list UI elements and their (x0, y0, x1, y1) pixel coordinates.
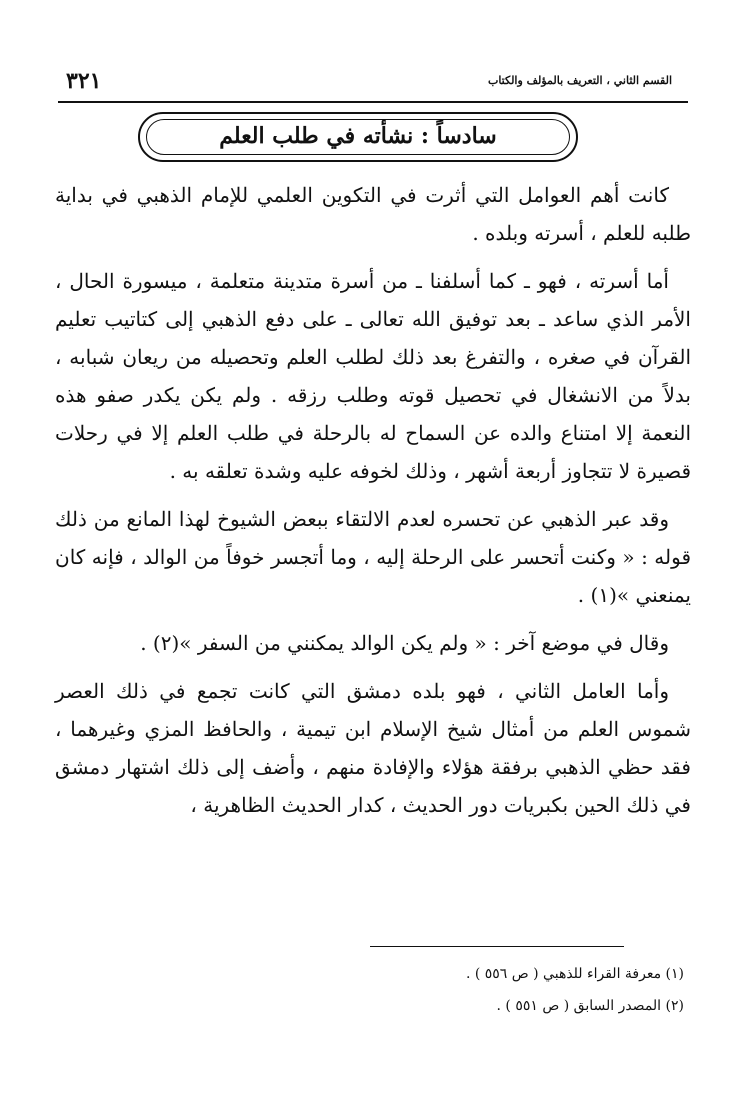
paragraph (55, 500, 691, 614)
page-number: ٣٢١ (66, 68, 102, 94)
header-rule (58, 101, 688, 103)
section-title: سادساً : نشأته في طلب العلم (219, 123, 497, 149)
body-text (55, 176, 691, 824)
paragraph (55, 262, 691, 490)
footnote-rule (370, 946, 624, 947)
paragraph-text: كانت أهم العوامل التي أثرت في التكوين العلمي للإمام الذهبي في بداية طلبه للعلم ، أسرته وبلده . (55, 183, 691, 245)
paragraph (55, 672, 691, 824)
footnote: (١) معرفة القراء للذهبي ( ص ٥٥٦ ) . (465, 966, 684, 982)
section-title-frame (138, 112, 578, 162)
page-header (62, 70, 688, 92)
paragraph-text: أما أسرته ، فهو ـ كما أسلفنا ـ من أسرة متدينة متعلمة ، ميسورة الحال ، الأمر الذي ساعد ـ بعد توفيق الله تعالى ـ على دفع الذهبي إلى كتاتيب تعليم القرآن في صغره ، والتفرغ بعد ذلك لطلب العلم وتحصيله من ريعان شبابه ، بدلاً من الانشغال في تحصيل قوته وطلب رزقه . ولم يكن يكدر صفو هذه النعمة إلا امتناع والده عن السماح له بالرحلة في طلب العلم إلا في رحلات قصيرة لا تتجاوز أربعة أشهر ، وذلك لخوفه عليه وشدة تعلقه به . (55, 269, 691, 483)
paragraph-text: وأما العامل الثاني ، فهو بلده دمشق التي كانت تجمع في ذلك العصر شموس العلم من أمثال شيخ الإسلام ابن تيمية ، والحافظ المزي وغيرهما ، فقد حظي الذهبي برفقة هؤلاء والإفادة منهم ، وأضف إلى ذلك اشتهار دمشق في ذلك الحين بكبريات دور الحديث ، كدار الحديث الظاهرية ، (55, 679, 691, 817)
paragraph (55, 176, 691, 252)
footnotes (58, 958, 684, 1022)
footnote: (٢) المصدر السابق ( ص ٥٥١ ) . (496, 998, 684, 1014)
paragraph-text: وقد عبر الذهبي عن تحسره لعدم الالتقاء ببعض الشيوخ لهذا المانع من ذلك قوله : « وكنت أتحسر على الرحلة إليه ، وما أتجسر خوفاً من الوالد ، فإنه كان يمنعني »(١) . (55, 507, 691, 607)
paragraph-text: وقال في موضع آخر : « ولم يكن الوالد يمكنني من السفر »(٢) . (140, 631, 669, 655)
running-title: القسم الثاني ، التعريف بالمؤلف والكتاب (487, 74, 672, 87)
paragraph (55, 624, 691, 662)
